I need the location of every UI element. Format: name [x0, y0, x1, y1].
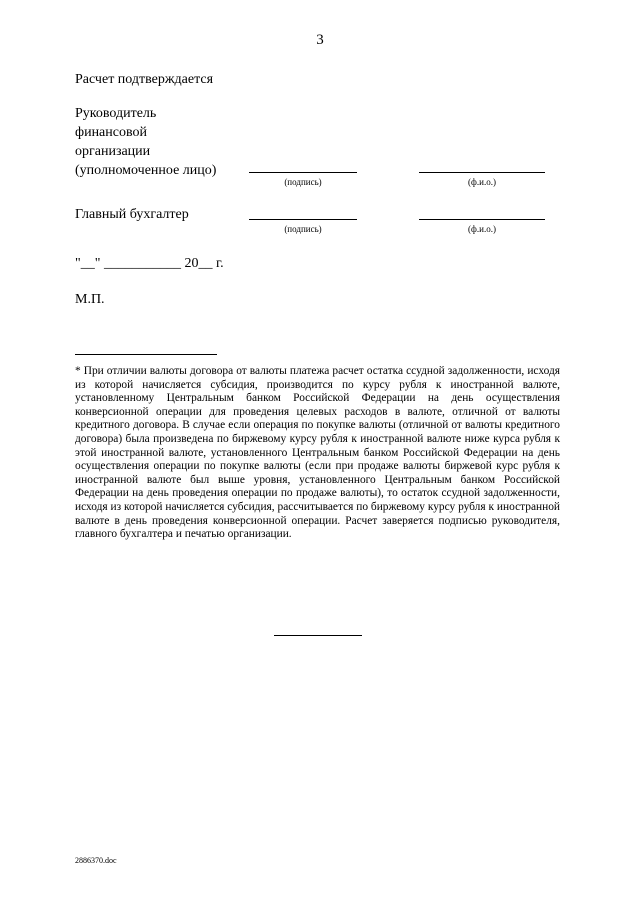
stamp-place: М.П.	[75, 292, 105, 307]
date-open-quote: "	[75, 256, 81, 271]
head-title-line: Руководитель	[75, 106, 157, 121]
date-line	[75, 254, 224, 273]
head-signature-line	[249, 172, 357, 173]
accountant-name-line	[419, 219, 545, 220]
head-title-line: (уполномоченное лицо)	[75, 163, 217, 178]
accountant-name-caption: (ф.и.о.)	[468, 224, 496, 234]
footnote-separator	[75, 354, 217, 355]
head-name-line	[419, 172, 545, 173]
date-day-blank: __	[80, 256, 95, 271]
footnote-text: * При отличии валюты договора от валюты платежа расчет остатка ссудной задолженности, исходя из которой начисляется субсидия, производится по курсу рубля к иностранной валюте, установленному Центральным банком Российской Федерации на день осуществления конверсионной операции для проведения целевых расходов в валюте, отличной от валюты кредитного договора. В случае если операция по покупке валюты (отличной от валюты кредитного договора) была произведена по биржевому курсу рубля к иностранной валюте ниже курса рубля к этой иностранной валюте, установленного Центральным банком Российской Федерации на день осуществления операции по покупке валюты (если при продаже валюты биржевой курс рубля к иностранной валюте был выше уровня, установленного Центральным банком Российской Федерации на день проведения операции по продаже валюты), то остаток ссудной задолженности, исходя из которой начисляется субсидия, рассчитывается по биржевому курсу рубля к иностранной валюте в день проведения конверсионной операции. Расчет заверяется подписью руководителя, главного бухгалтера и печатью организации.	[75, 365, 560, 541]
head-signature-caption: (подпись)	[284, 177, 322, 187]
closing-rule	[274, 635, 362, 636]
confirmation-text: Расчет подтверждается	[75, 72, 214, 87]
head-title-line: финансовой	[75, 125, 147, 140]
date-month-blank: ___________	[103, 256, 181, 271]
date-year-suffix: г.	[215, 256, 224, 271]
accountant-signature-caption: (подпись)	[284, 224, 322, 234]
head-title-line: организации	[75, 144, 151, 159]
page-number: 3	[316, 32, 324, 48]
footer-doc-code: 2886370.doc	[75, 856, 117, 865]
accountant-signature-line	[249, 219, 357, 220]
head-name-caption: (ф.и.о.)	[468, 177, 496, 187]
date-year-blank: __	[198, 256, 213, 271]
date-close-quote: "	[94, 256, 101, 271]
head-title-block	[75, 104, 216, 180]
chief-accountant-label: Главный бухгалтер	[75, 207, 189, 222]
date-year-prefix: 20	[184, 256, 199, 271]
